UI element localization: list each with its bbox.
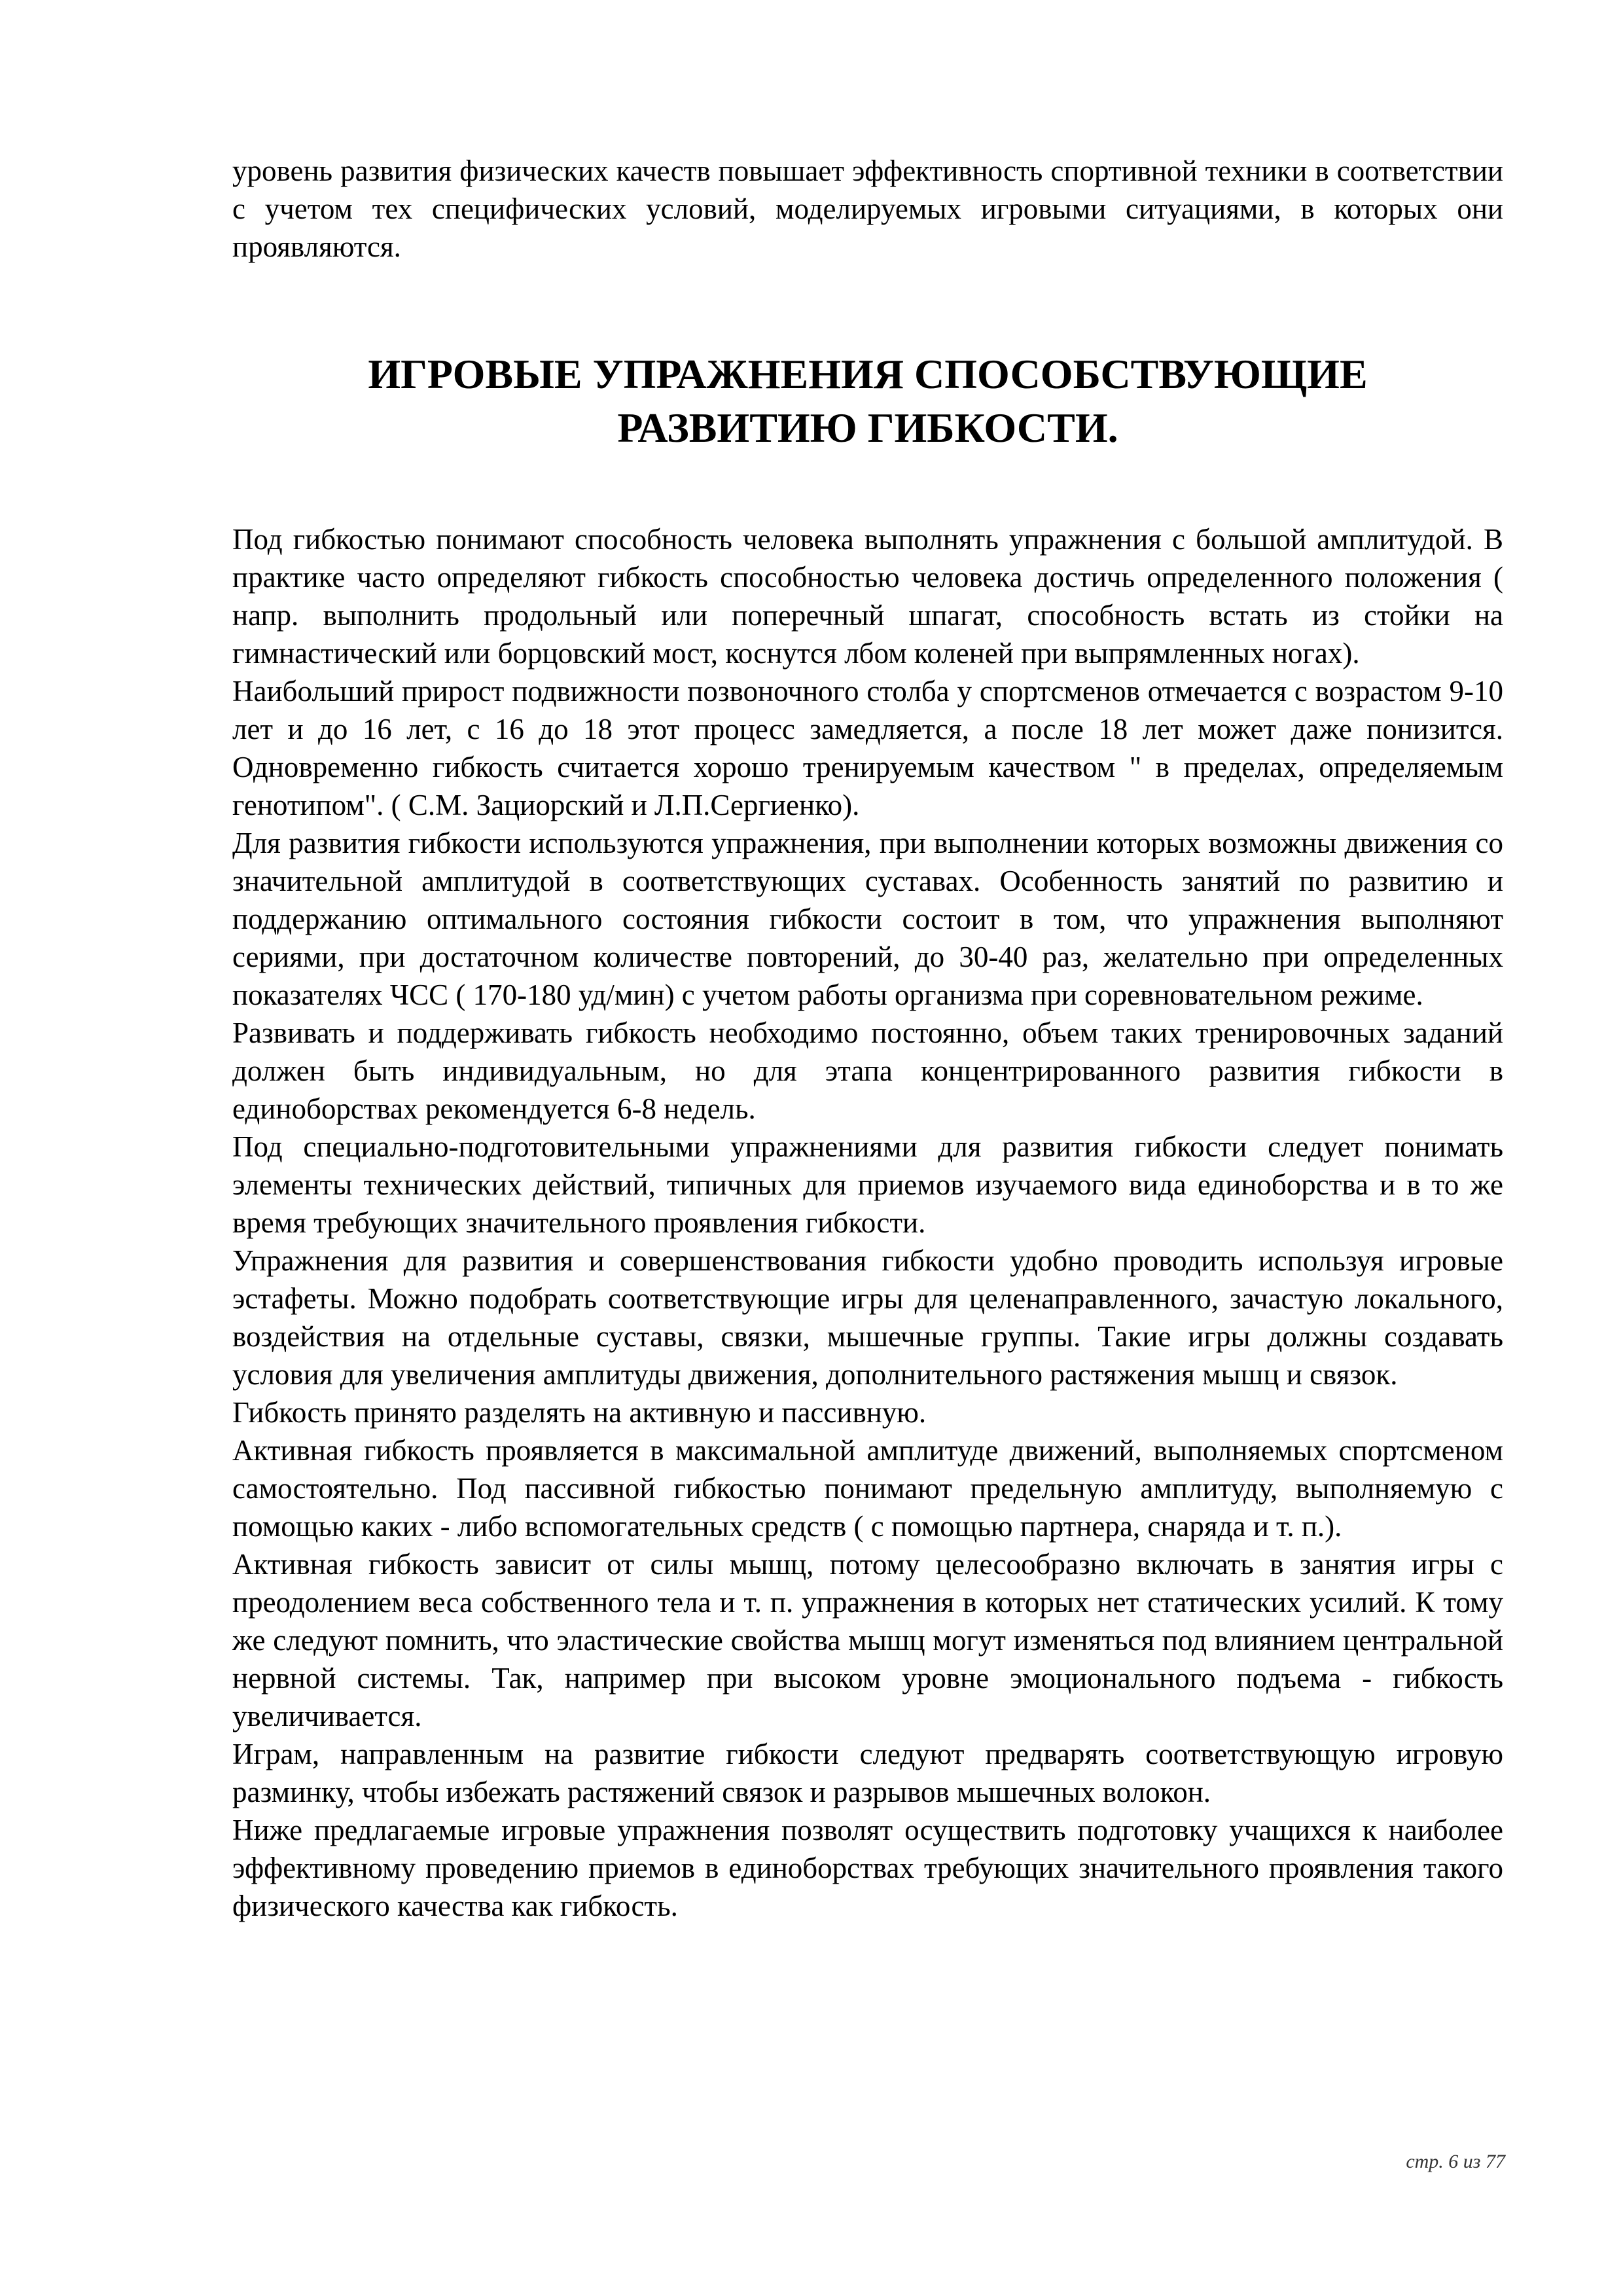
paragraph-active-flexibility: Активная гибкость проявляется в максимальной амплитуде движений, выполняемых спортсменом самостоятельно. Под пассивной гибкостью понимают предельную амплитуду, выполняемую с помощью каких - либо вспомогательных средств ( с помощью партнера, снаряда и т. п.). <box>232 1434 1503 1543</box>
intro-paragraph: уровень развития физических качеств повышает эффективность спортивной техники в соответствии с учетом тех специфических условий, моделируемых игровыми ситуациями, в которых они проявляются. <box>232 154 1503 263</box>
paragraph-active-passive: Гибкость принято разделять на активную и пассивную. <box>232 1396 927 1429</box>
page-content <box>232 152 1503 1925</box>
paragraph-muscle-strength: Активная гибкость зависит от силы мышц, потому целесообразно включать в занятия игры с преодолением веса собственного тела и т. п. упражнения в которых нет статических усилий. К тому же следуют помнить, что эластические свойства мышц могут изменяться под влиянием центральной нервной системы. Так, например при высоком уровне эмоционального подъема - гибкость увеличивается. <box>232 1548 1503 1732</box>
page-number: стр. 6 из 77 <box>1406 2151 1505 2172</box>
paragraph-warmup: Играм, направленным на развитие гибкости следуют предварять соответствующую игровую разминку, чтобы избежать растяжений связок и разрывов мышечных волокон. <box>232 1738 1503 1808</box>
body-text <box>232 520 1503 1925</box>
paragraph-special-exercises: Под специально-подготовительными упражнениями для развития гибкости следует понимать элементы технических действий, типичных для приемов изучаемого вида единоборства и в то же время требующих значительного проявления гибкости. <box>232 1130 1503 1239</box>
paragraph-spine-mobility: Наибольший прирост подвижности позвоночного столба у спортсменов отмечается с возрастом 9-10 лет и до 16 лет, с 16 до 18 этот процесс замедляется, а после 18 лет может даже понизится. Одновременно гибкость считается хорошо тренируемым качеством " в пределах, определяемым генотипом". ( С.М. Зациорский и Л.П.Сергиенко). <box>232 675 1503 821</box>
section-title-line-1: ИГРОВЫЕ УПРАЖНЕНИЯ СПОСОБСТВУЮЩИЕ <box>368 351 1368 397</box>
paragraph-conclusion: Ниже предлагаемые игровые упражнения позволят осуществить подготовку учащихся к наиболее эффективному проведению приемов в единоборствах требующих значительного проявления такого физического качества как гибкость. <box>232 1814 1503 1922</box>
paragraph-training-duration: Развивать и поддерживать гибкость необходимо постоянно, объем таких тренировочных заданий должен быть индивидуальным, но для этапа концентрированного развития гибкости в единоборствах рекомендуется 6-8 недель. <box>232 1016 1503 1125</box>
paragraph-relay-games: Упражнения для развития и совершенствования гибкости удобно проводить используя игровые эстафеты. Можно подобрать соответствующие игры для целенаправленного, зачастую локального, воздействия на отдельные суставы, связки, мышечные группы. Такие игры должны создавать условия для увеличения амплитуды движения, дополнительного растяжения мышц и связок. <box>232 1244 1503 1391</box>
paragraph-flexibility-definition: Под гибкостью понимают способность человека выполнять упражнения с большой амплитудой. В практике часто определяют гибкость способностью человека достичь определенного положения ( напр. выполнить продольный или поперечный шпагат, способность встать из стойки на гимнастический или борцовский мост, коснутся лбом коленей при выпрямленных ногах). <box>232 523 1503 670</box>
section-title-line-2: РАЗВИТИЮ ГИБКОСТИ. <box>617 404 1118 451</box>
paragraph-exercise-series: Для развития гибкости используются упражнения, при выполнении которых возможны движения со значительной амплитудой в соответствующих суставах. Особенность занятий по развитию и поддержанию оптимального состояния гибкости состоит в том, что упражнения выполняют сериями, при достаточном количестве повторений, до 30-40 раз, желательно при определенных показателях ЧСС ( 170-180 уд/мин) с учетом работы организма при соревновательном режиме. <box>232 827 1503 1011</box>
section-title <box>232 348 1503 455</box>
